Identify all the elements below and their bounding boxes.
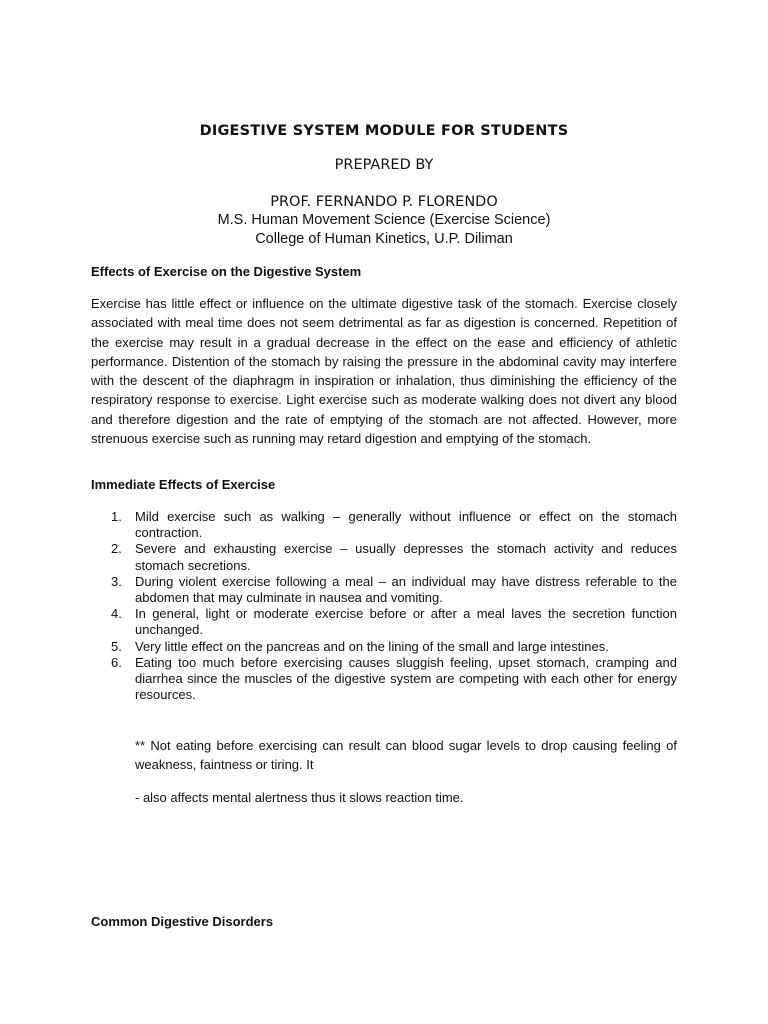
list-item-number: 6. xyxy=(111,654,122,670)
list-item-text: During violent exercise following a meal – an individual may have distress referable to the abdomen that may culminate in nausea and vomiting. xyxy=(135,573,677,606)
list-item-text: Very little effect on the pancreas and on the lining of the small and large intestines. xyxy=(135,638,609,654)
author-credential-degree: M.S. Human Movement Science (Exercise Science) xyxy=(217,212,551,228)
list-item-text: Mild exercise such as walking – generally without influence or effect on the stomach contraction. xyxy=(135,509,677,541)
immediate-effects-list xyxy=(91,509,677,703)
effects-paragraph: Exercise has little effect or influence on the ultimate digestive task of the stomach. Exercise closely associated with meal time does not seem detrimental as far as digestion is concerned. Repetition of the exercise may result in a gradual decrease in the effect on the ease and efficiency of athletic performance. Distention of the stomach by raising the pressure in the abdominal cavity may interfere with the descent of the diaphragm in inspiration or inhalation, thus diminishing the efficiency of the respiratory response to exercise. Light exercise such as moderate walking does not divert any blood and therefore digestion and the rate of emptying of the stomach are not affected. However, more strenuous exercise such as running may retard digestion and emptying of the stomach. xyxy=(91,296,677,447)
author-name: PROF. FERNANDO P. FLORENDO xyxy=(270,194,498,210)
prepared-by-label: PREPARED BY xyxy=(334,157,434,173)
author-credential-college: College of Human Kinetics, U.P. Diliman xyxy=(255,231,513,247)
list-item-text: Eating too much before exercising causes sluggish feeling, upset stomach, cramping and diarrhea since the muscles of the digestive system are competing with each other for energy resources. xyxy=(135,654,677,703)
section-heading-disorders: Common Digestive Disorders xyxy=(91,914,274,929)
list-item-number: 4. xyxy=(111,606,122,622)
list-item xyxy=(91,606,677,638)
list-item xyxy=(91,541,677,573)
note-continued-paragraph: - also affects mental alertness thus it slows reaction time. xyxy=(135,790,464,805)
list-item xyxy=(91,509,677,541)
list-item-number: 2. xyxy=(111,541,122,557)
list-item-number: 5. xyxy=(111,638,122,654)
list-item-text: In general, light or moderate exercise before or after a meal laves the secretion function unchanged. xyxy=(135,606,677,638)
list-item xyxy=(91,639,677,655)
section-heading-immediate: Immediate Effects of Exercise xyxy=(91,477,276,492)
document-title: DIGESTIVE SYSTEM MODULE FOR STUDENTS xyxy=(199,123,569,139)
note-paragraph: ** Not eating before exercising can result can blood sugar levels to drop causing feeling of weakness, faintness or tiring. It xyxy=(135,738,677,772)
list-item-number: 1. xyxy=(111,509,122,524)
section-heading-effects: Effects of Exercise on the Digestive System xyxy=(91,264,362,279)
list-item-text: Severe and exhausting exercise – usually depresses the stomach activity and reduces stomach secretions. xyxy=(135,541,677,573)
list-item xyxy=(91,655,677,704)
list-item-number: 3. xyxy=(111,573,122,589)
list-item xyxy=(91,574,677,606)
